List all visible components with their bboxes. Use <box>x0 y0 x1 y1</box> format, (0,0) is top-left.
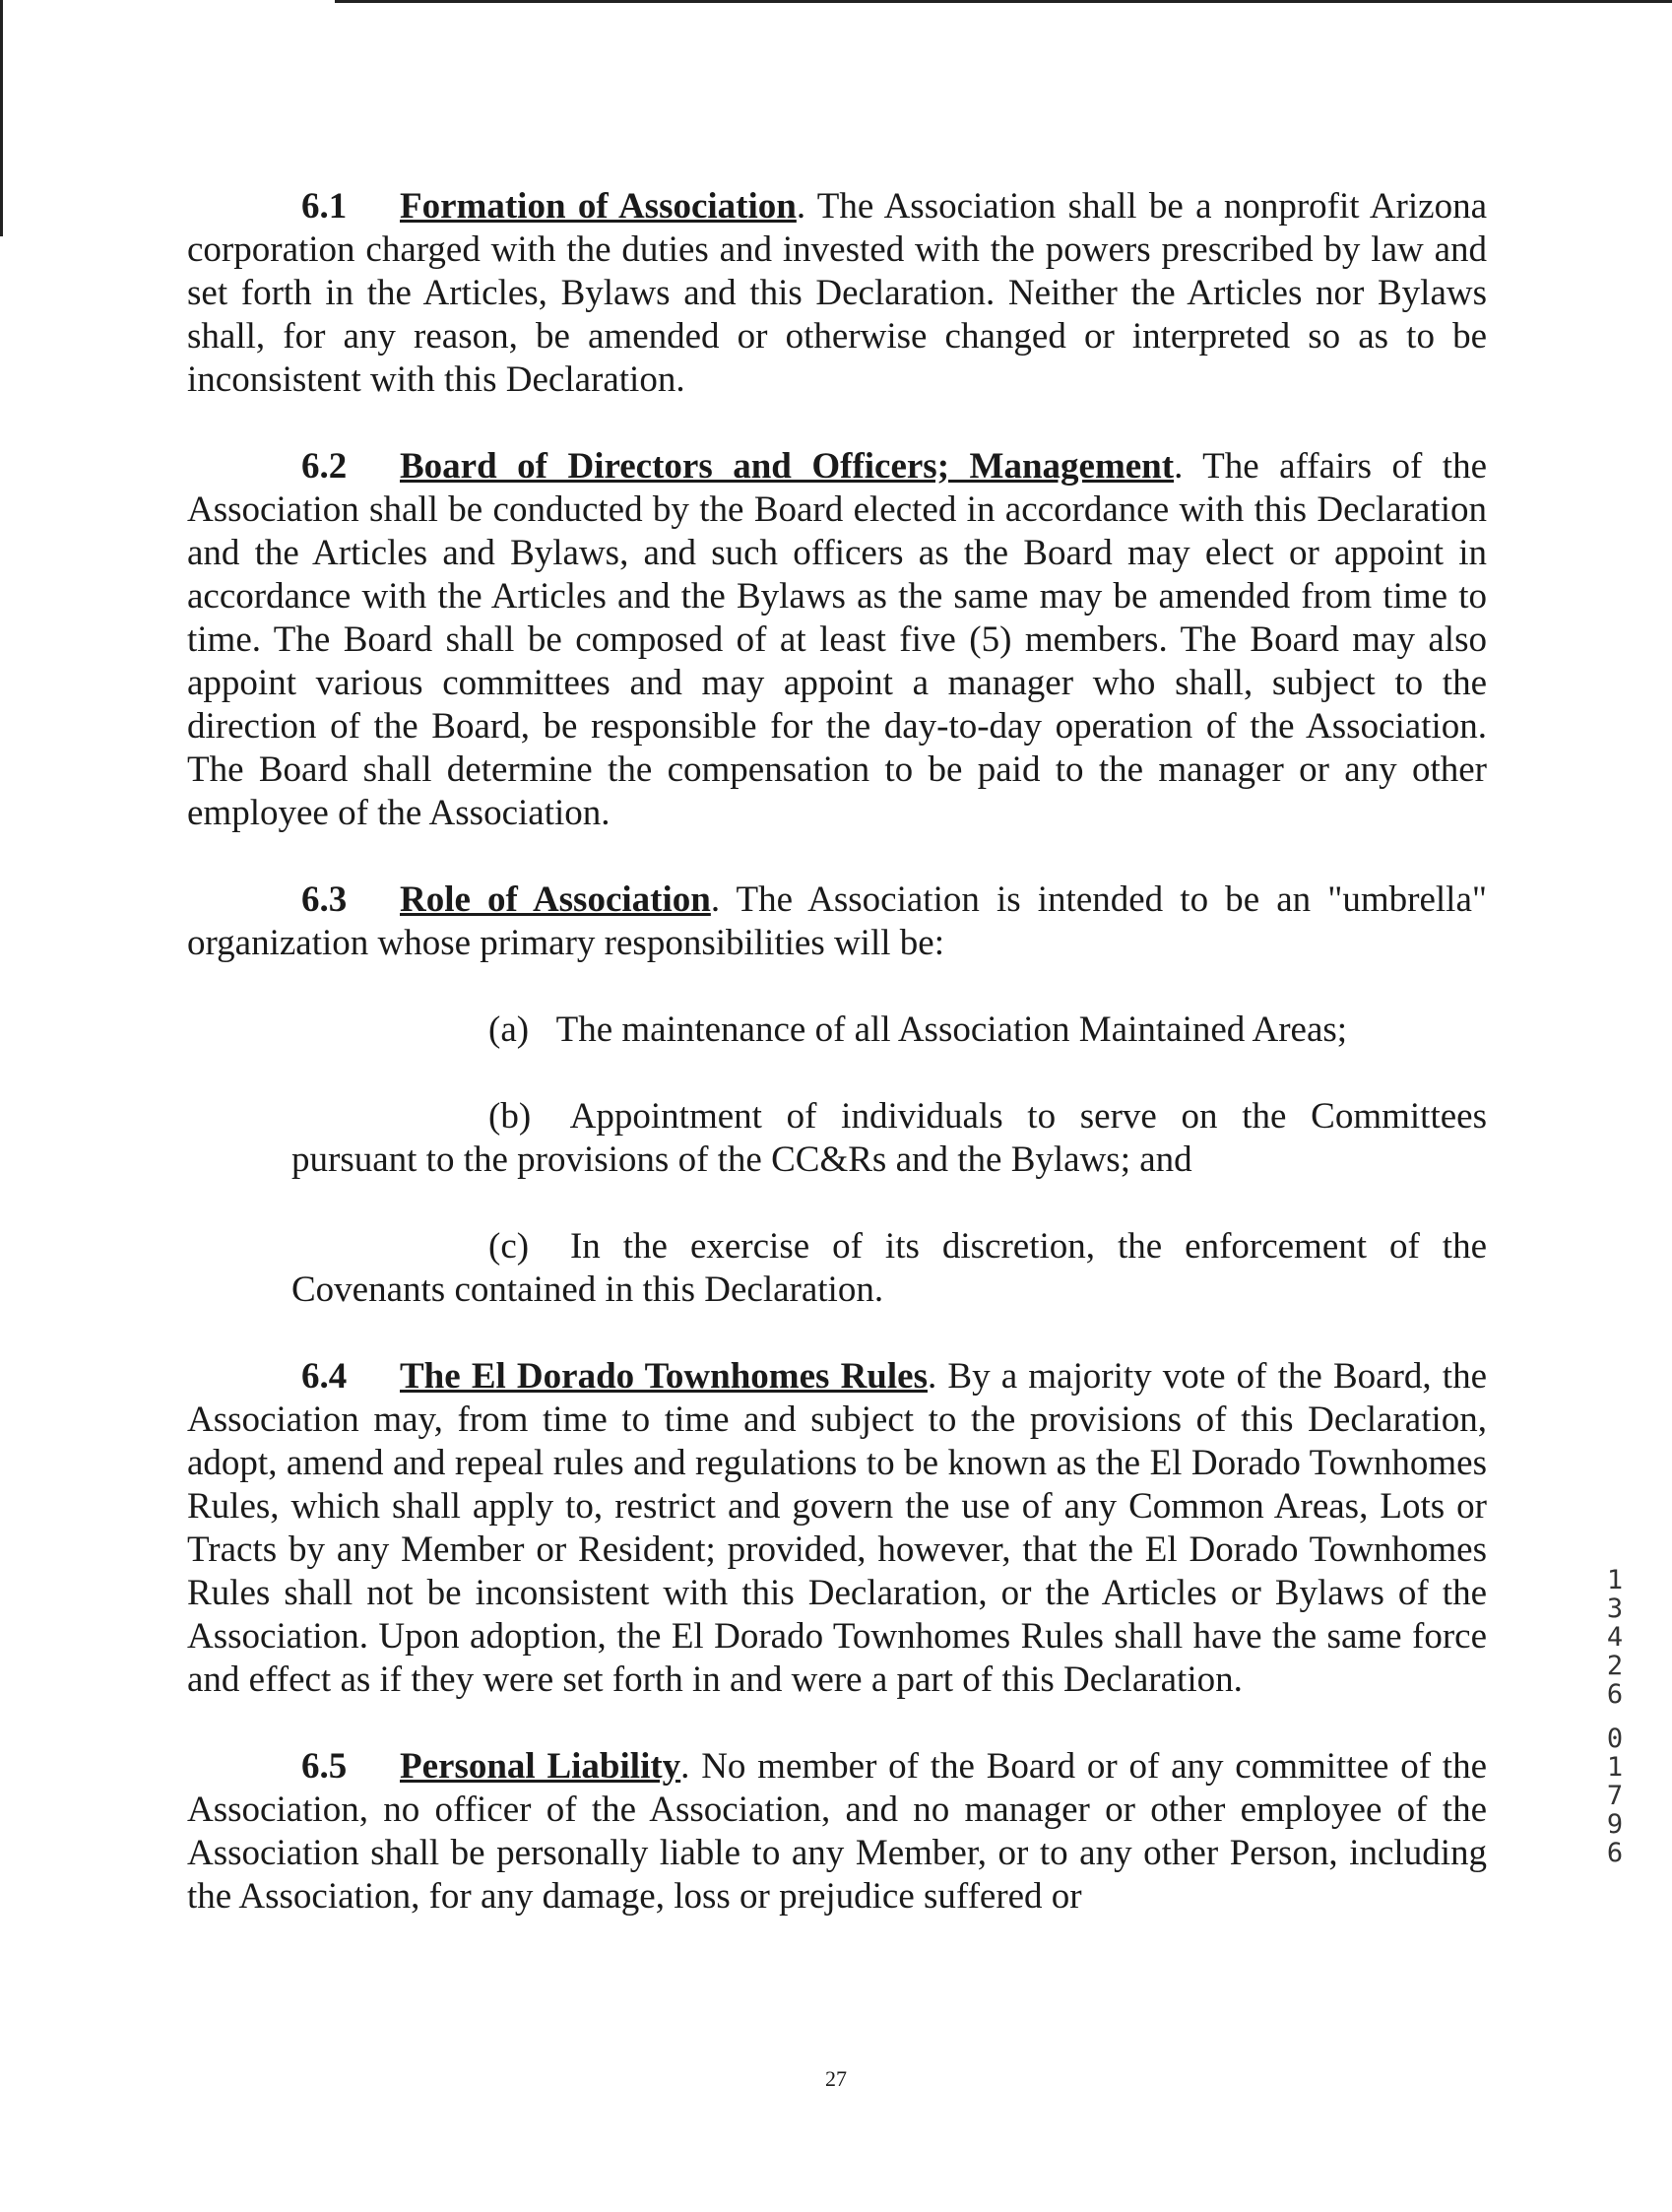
section-number: 6.1 <box>301 186 348 227</box>
section-6-2: 6.2 Board of Directors and Officers; Management. The affairs of the Association shall be conducted by the Board elected in accordance with this Declaration and the Articles and Bylaws, and such officers as the Board may elect or appoint in accordance with the Articles and the Bylaws as the same may be amended from time to time. The Board shall be composed of at least five (5) members. The Board may also appoint various committees and may appoint a manager who shall, subject to the direction of the Board, be responsible for the day-to-day operation of the Association. The Board shall determine the compensation to be paid to the manager or any other employee of the Association. <box>187 446 1487 833</box>
section-heading: Role of Association <box>400 879 711 920</box>
section-body: The Association shall be a nonprofit Arizona corporation charged with the duties and invested with the powers prescribed by law and set forth in the Articles, Bylaws and this Declaration. Neither the Articles nor Bylaws shall, for any reason, be amended or otherwise changed or interpreted so as to be inconsistent with this Declaration. <box>187 186 1487 400</box>
list-item-b <box>291 1095 1487 1182</box>
list-item-a <box>291 1008 1487 1052</box>
list-item-text: In the exercise of its discretion, the enforcement of the Covenants contained in this Declaration. <box>291 1226 1488 1310</box>
section-number: 6.3 <box>301 879 348 920</box>
section-heading: Formation of Association <box>400 186 797 227</box>
list-item-label: (b) <box>488 1096 532 1137</box>
list-item-c <box>291 1225 1487 1312</box>
section-6-1: 6.1 Formation of Association. The Association shall be a nonprofit Arizona corporation charged with the duties and invested with the powers prescribed by law and set forth in the Articles, Bylaws and this Declaration. Neither the Articles nor Bylaws shall, for any reason, be amended or otherwise changed or interpreted so as to be inconsistent with this Declaration. <box>187 186 1487 400</box>
section-number: 6.4 <box>301 1356 348 1397</box>
page-number: 27 <box>825 2066 847 2091</box>
section-body: The Association is intended to be an "umbrella" organization whose primary responsibilities will be: <box>187 879 1487 963</box>
section-6-3: 6.3 Role of Association. The Association is intended to be an "umbrella" organization whose primary responsibilities will be: <box>187 879 1487 963</box>
section-6-5: 6.5 Personal Liability. No member of the Board or of any committee of the Association, no officer of the Association, and no manager or other employee of the Association shall be personally liable to any Member, or to any other Person, including the Association, for any damage, loss or prejudice suffered or <box>187 1746 1487 1917</box>
section-body: The affairs of the Association shall be conducted by the Board elected in accordance with this Declaration and the Articles and Bylaws, and such officers as the Board may elect or appoint in accordance with the Articles and the Bylaws as the same may be amended from time to time. The Board shall be composed of at least five (5) members. The Board may also appoint various committees and may appoint a manager who shall, subject to the direction of the Board, be responsible for the day-to-day operation of the Association. The Board shall determine the compensation to be paid to the manager or any other employee of the Association. <box>187 446 1487 833</box>
list-item-text: Appointment of individuals to serve on the Committees pursuant to the provisions of the CC&Rs and the Bylaws; and <box>291 1096 1487 1180</box>
section-body: No member of the Board or of any committee of the Association, no officer of the Association, and no manager or other employee of the Association shall be personally liable to any Member, or to any other Person, including the Association, for any damage, loss or prejudice suffered or <box>187 1746 1487 1917</box>
scan-left-edge-line <box>0 0 3 236</box>
document-page <box>187 185 1487 1962</box>
recording-number-stamp: 1 3 4 2 6 0 1 7 9 6 <box>1606 1565 1624 1868</box>
list-item-text: The maintenance of all Association Maintained Areas; <box>555 1009 1348 1050</box>
list-item-label: (a) <box>488 1009 530 1050</box>
section-6-4: 6.4 The El Dorado Townhomes Rules. By a majority vote of the Board, the Association may, from time to time and subject to the provisions of this Declaration, adopt, amend and repeal rules and regulations to be known as the El Dorado Townhomes Rules, which shall apply to, restrict and govern the use of any Common Areas, Lots or Tracts by any Member or Resident; provided, however, that the El Dorado Townhomes Rules shall not be inconsistent with this Declaration, or the Articles or Bylaws of the Association. Upon adoption, the El Dorado Townhomes Rules shall have the same force and effect as if they were set forth in and were a part of this Declaration. <box>187 1356 1487 1700</box>
section-heading: Personal Liability <box>400 1746 681 1787</box>
section-number: 6.2 <box>301 446 348 487</box>
list-item-label: (c) <box>488 1226 530 1267</box>
section-body: By a majority vote of the Board, the Association may, from time to time and subject to the provisions of this Declaration, adopt, amend and repeal rules and regulations to be known as the El Dorado Townhomes Rules, which shall apply to, restrict and govern the use of any Common Areas, Lots or Tracts by any Member or Resident; provided, however, that the El Dorado Townhomes Rules shall not be inconsistent with this Declaration, or the Articles or Bylaws of the Association. Upon adoption, the El Dorado Townhomes Rules shall have the same force and effect as if they were set forth in and were a part of this Declaration. <box>187 1356 1487 1700</box>
section-number: 6.5 <box>301 1746 348 1787</box>
scan-top-edge-line <box>335 0 1672 3</box>
section-heading: Board of Directors and Officers; Management <box>400 446 1175 487</box>
section-heading: The El Dorado Townhomes Rules <box>400 1356 928 1397</box>
